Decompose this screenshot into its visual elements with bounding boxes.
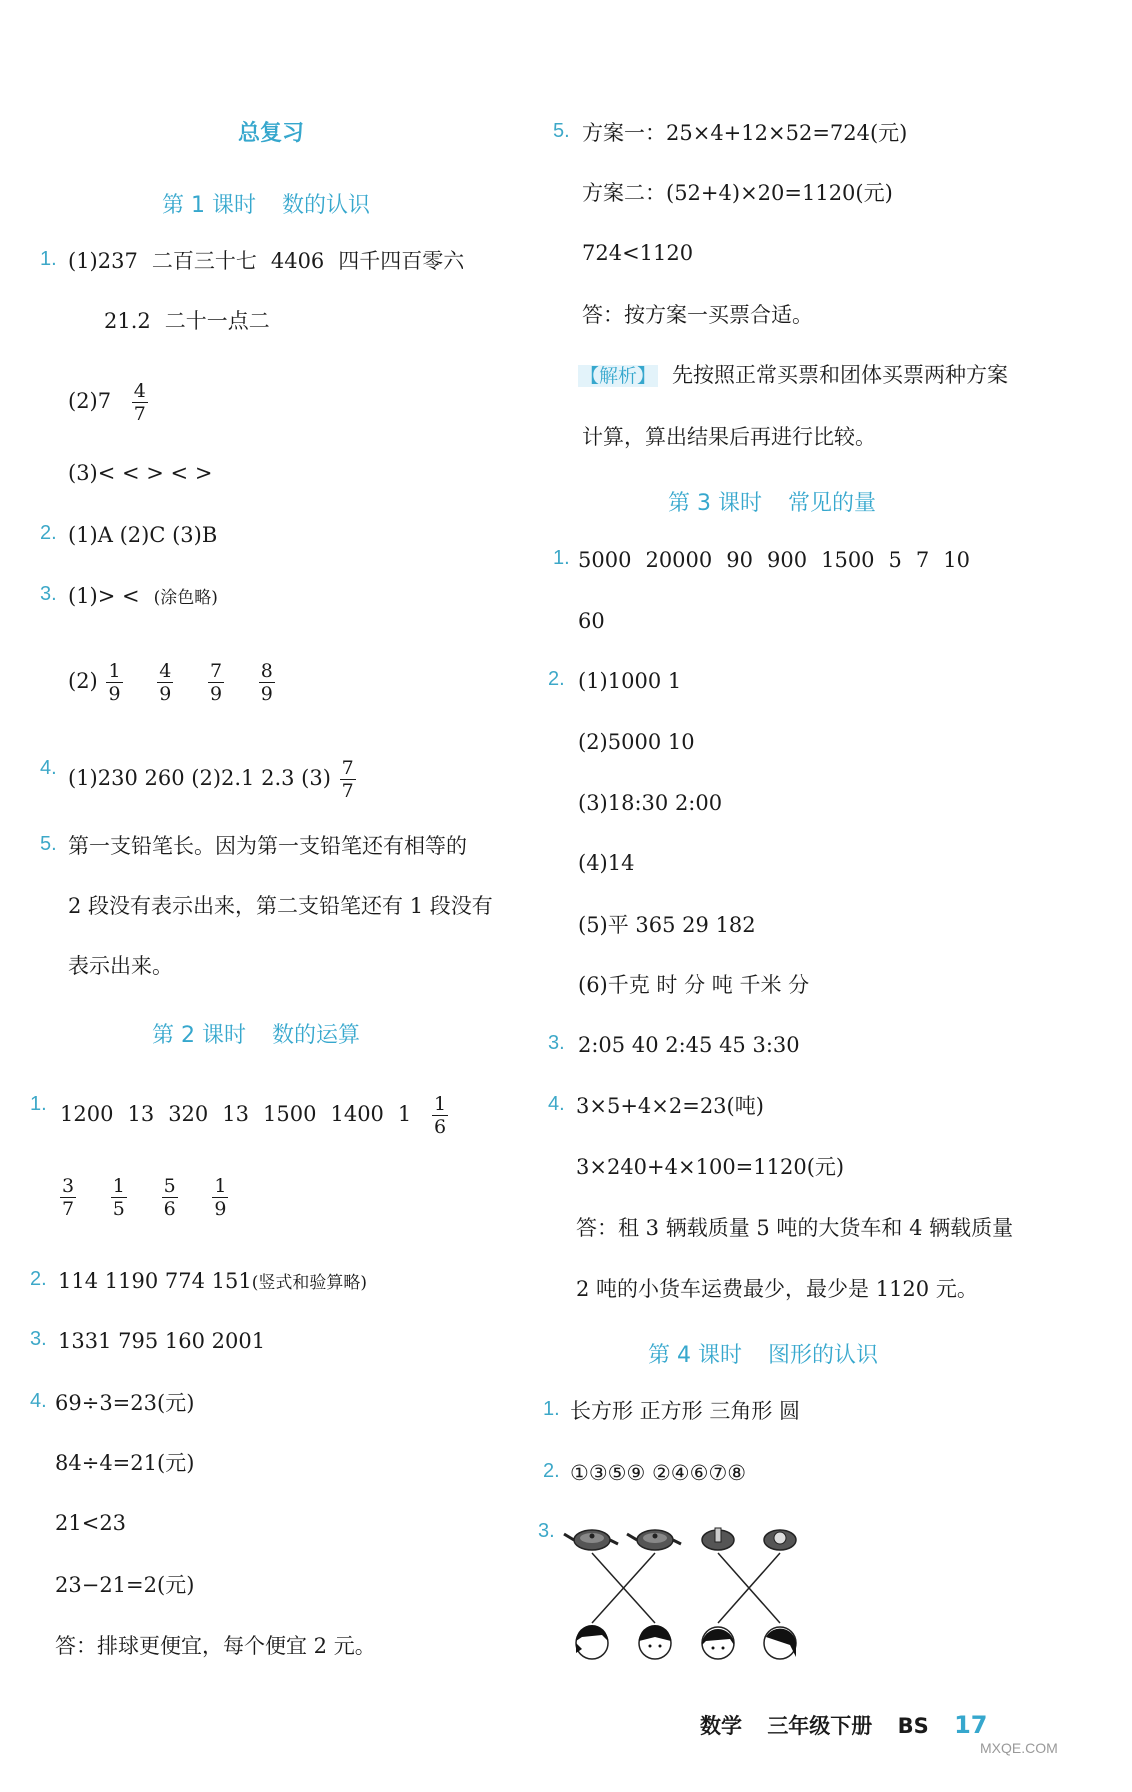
answer-line: 114 1190 774 151(竖式和验算略) <box>58 1269 367 1293</box>
question-number: 1. <box>30 1093 47 1115</box>
page-footer <box>700 1710 1005 1740</box>
analysis-line: 【解析】 先按照正常买票和团体买票两种方案 <box>580 363 1009 387</box>
answer-line: (1)237 二百三十七 4406 四千四百零六 <box>68 249 465 273</box>
answer-line: 1331 795 160 2001 <box>58 1329 266 1353</box>
lesson1-label: 第 1 课时 <box>162 193 256 218</box>
fraction: $\frac{1}{9}$ <box>108 660 121 705</box>
question-number: 2. <box>548 668 565 690</box>
fraction: $\frac{7}{7}$ <box>341 757 354 802</box>
answer-line: 3×5+4×2=23(吨) <box>576 1094 764 1118</box>
question-number: 1. <box>543 1398 560 1420</box>
question-number: 3. <box>40 583 57 605</box>
child-face-icon <box>764 1627 796 1659</box>
question-number: 2. <box>40 522 57 544</box>
answer-line: ①③⑤⑨ ②④⑥⑦⑧ <box>570 1461 747 1485</box>
answer-line: 2:05 40 2:45 45 3:30 <box>578 1033 800 1057</box>
question-number: 5. <box>553 120 570 142</box>
fraction: $\frac{8}{9}$ <box>260 660 273 705</box>
lesson1-heading <box>162 188 396 219</box>
fraction: $\frac{4}{9}$ <box>159 660 172 705</box>
question-number: 4. <box>548 1093 565 1115</box>
answer-line: 69÷3=23(元) <box>55 1391 195 1415</box>
answer-line: (2)7 $\frac{4}{7}$ <box>68 380 176 425</box>
cup-icon <box>702 1528 734 1550</box>
answer-line: 2 吨的小货车运费最少，最少是 1120 元。 <box>576 1277 978 1301</box>
answer-line: 3×240+4×100=1120(元) <box>576 1155 845 1179</box>
footer-grade: 三年级下册 <box>767 1714 873 1738</box>
child-face-icon <box>639 1625 671 1659</box>
answer-line: (2)5000 10 <box>578 730 695 754</box>
answer-line: 表示出来。 <box>68 954 173 978</box>
answer-line: 长方形 正方形 三角形 圆 <box>570 1399 801 1423</box>
teapot-icon <box>627 1530 681 1550</box>
lesson4-heading: 第 4 课时 图形的认识 <box>648 1343 878 1368</box>
answer-line: (3)< < > < > <box>68 461 213 485</box>
lesson3-heading: 第 3 课时 常见的量 <box>668 491 876 516</box>
answer-line: 方案二：(52+4)×20=1120(元) <box>582 181 893 205</box>
answer-line: (6)千克 时 分 吨 千米 分 <box>578 973 810 997</box>
fraction: $\frac{3}{7}$ <box>62 1175 75 1220</box>
footer-edition: BS <box>897 1714 929 1738</box>
answer-line: (5)平 365 29 182 <box>578 913 756 937</box>
teapot-icon <box>564 1530 618 1550</box>
answer-line <box>60 1175 256 1220</box>
lesson2-heading: 第 2 课时 数的运算 <box>152 1023 360 1048</box>
answer-line: 方案一：25×4+12×52=724(元) <box>582 121 908 145</box>
cup-icon <box>764 1530 796 1550</box>
question-number: 3. <box>548 1032 565 1054</box>
answer-line: (1)> < (涂色略) <box>68 584 218 608</box>
fraction: $\frac{1}{6}$ <box>433 1093 447 1138</box>
analysis-line: 计算，算出结果后再进行比较。 <box>582 425 876 449</box>
answer-line: (2) $\frac{1}{9}$ $\frac{4}{9}$ $\frac{7}{9}$ $\frac{8}{9}$ <box>68 660 303 705</box>
answer-line: (4)14 <box>578 851 635 875</box>
question-number: 5. <box>40 833 57 855</box>
fraction: $\frac{7}{9}$ <box>210 660 223 705</box>
question-number: 3. <box>538 1520 555 1542</box>
answer-line: (1)A (2)C (3)B <box>68 523 218 547</box>
fraction: $\frac{1}{5}$ <box>112 1175 125 1220</box>
answer-line: (1)230 260 (2)2.1 2.3 (3) $\frac{7}{7}$ <box>68 757 384 802</box>
fraction: $\frac{1}{9}$ <box>214 1175 227 1220</box>
answer-line: 1200 13 320 13 1500 1400 1 $\frac{1}{6}$ <box>60 1093 476 1138</box>
answer-line: (1)1000 1 <box>578 669 682 693</box>
matching-diagram <box>560 1515 820 1665</box>
question-number: 4. <box>30 1390 47 1412</box>
answer-line: 5000 20000 90 900 1500 5 7 10 <box>578 548 971 572</box>
question-number: 3. <box>30 1328 47 1350</box>
answer-line: 21<23 <box>55 1511 127 1535</box>
section-title: 总复习 <box>238 121 305 146</box>
answer-line: 答：排球更便宜，每个便宜 2 元。 <box>55 1634 376 1658</box>
answer-line: 第一支铅笔长。因为第一支铅笔还有相等的 <box>68 834 467 858</box>
lesson1-title: 数的认识 <box>281 193 370 218</box>
child-face-icon <box>702 1627 734 1659</box>
child-face-icon <box>576 1625 608 1659</box>
footer-subject: 数学 <box>700 1714 742 1738</box>
answer-line: 21.2 二十一点二 <box>104 309 270 333</box>
answer-line: 23−21=2(元) <box>55 1573 195 1597</box>
question-number: 1. <box>40 248 57 270</box>
question-number: 2. <box>30 1268 47 1290</box>
watermark: MXQE.COM <box>980 1740 1058 1756</box>
answer-line: 60 <box>578 609 605 633</box>
answer-line: 84÷4=21(元) <box>55 1451 195 1475</box>
page-number: 17 <box>954 1711 988 1739</box>
answer-line: 724<1120 <box>582 241 694 265</box>
answer-line: (3)18:30 2:00 <box>578 791 723 815</box>
question-number: 2. <box>543 1460 560 1482</box>
answer-line: 答：按方案一买票合适。 <box>582 303 813 327</box>
question-number: 1. <box>553 547 570 569</box>
analysis-tag: 【解析】 <box>580 365 657 387</box>
answer-line: 2 段没有表示出来，第二支铅笔还有 1 段没有 <box>68 894 493 918</box>
answer-line: 答：租 3 辆载质量 5 吨的大货车和 4 辆载质量 <box>576 1216 1014 1240</box>
fraction: $\frac{4}{7}$ <box>133 380 146 425</box>
question-number: 4. <box>40 757 57 779</box>
fraction: $\frac{5}{6}$ <box>163 1175 176 1220</box>
